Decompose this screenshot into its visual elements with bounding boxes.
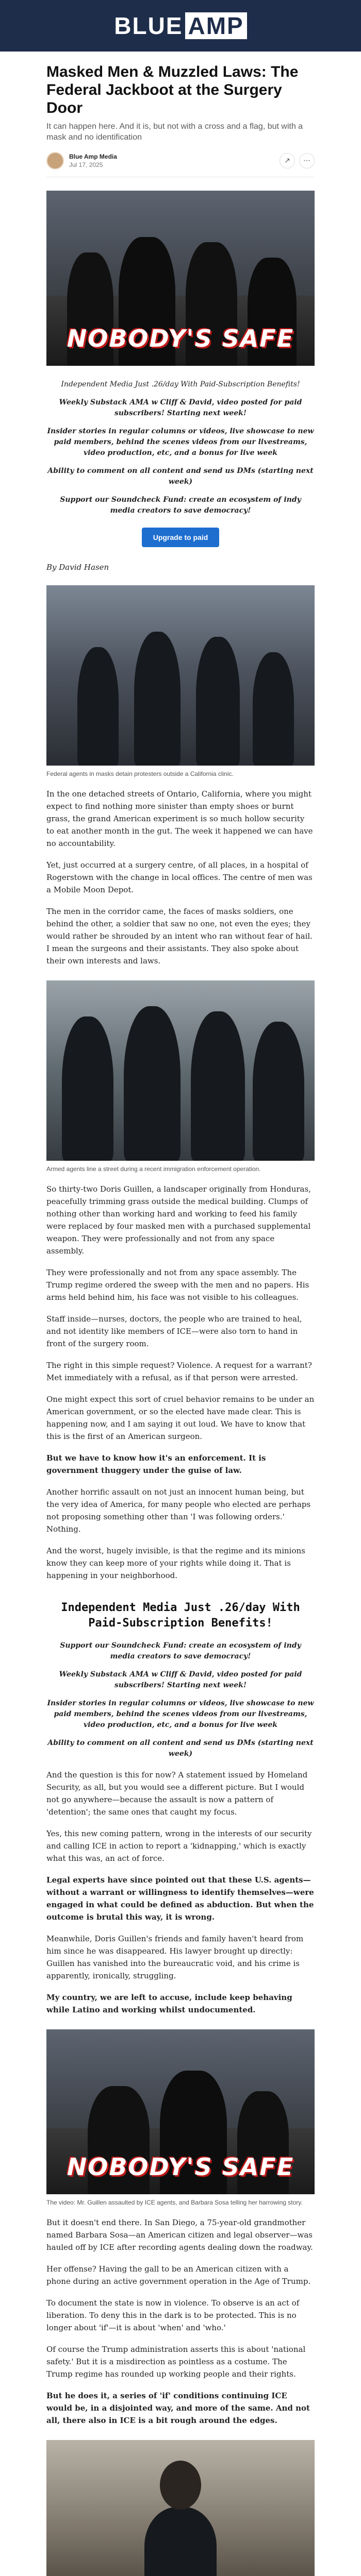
photo-caption-1: Federal agents in masks detain protesters outside a California clinic. bbox=[46, 770, 234, 777]
photo-portrait bbox=[46, 2440, 315, 2576]
article-subtitle: It can happen here. And it is, but not with a cross and a flag, but with a mask and no identification bbox=[46, 122, 303, 142]
masthead bbox=[0, 0, 361, 52]
photo-caption-3: The video: Mr. Guillen assaulted by ICE agents, and Barbara Sosa telling her harrowing story. bbox=[46, 2199, 303, 2206]
byline-row bbox=[46, 152, 315, 177]
publication-name[interactable]: Blue Amp Media bbox=[69, 153, 117, 160]
paragraph: One might expect this sort of cruel behavior remains to be under an American government, or so the elected have made clear. This is happening now, and I am saying it out loud. We have to know that this is the first of an American surgeon. bbox=[46, 1395, 315, 1441]
promo-line-1: Weekly Substack AMA w Cliff & David, video posted for paid subscribers! Starting next week! bbox=[59, 398, 302, 417]
paragraph: But it doesn't end there. In San Diego, a 75-year-old grandmother named Barbara Sosa—an American citizen and legal observer—was hauled off by ICE after recording agents dealing down the roadway. bbox=[46, 2218, 313, 2252]
byline-left bbox=[46, 152, 117, 170]
paragraph: So thirty-two Doris Guillen, a landscaper originally from Honduras, peacefully trimming grass outside the medical building. Clumps of nothing other than working hard and working to feed his family were replaced by four masked men with a purchased supplemental weapon. They were professionally and not from any space assembly. bbox=[46, 1184, 311, 1256]
paragraph-emphasis: Legal experts have since pointed out that these U.S. agents—without a warrant or willingness to identify themselves—were engaged in what could be defined as abduction. But when the outcome is brutal this way, it is wrong. bbox=[46, 1875, 314, 1922]
paragraph: In the one detached streets of Ontario, California, where you might expect to find nothing more sinister than empty shoes or burnt grass, the grand American experiment is so much hollow security to eat another month in the gut. The week it happened we can have no accountability. bbox=[46, 789, 313, 848]
paragraph: Yet, just occurred at a surgery centre, of all places, in a hospital of Rogerstown with the change in local offices. The centre of men was a Mobile Moon Depot. bbox=[46, 860, 313, 894]
paragraph: Another horrific assault on not just an innocent human being, but the very idea of America, for many people who elected are perhaps not proposing something other than 'I was following orders.' Nothing. bbox=[46, 1487, 311, 1534]
interlude-line-1: Weekly Substack AMA w Cliff & David, video posted for paid subscribers! Starting next week! bbox=[59, 1670, 302, 1689]
paragraph: They were professionally and not from any space assembly. The Trump regime ordered the sweep with the men and no papers. His arms held behind him, his face was not visible to his colleagues. bbox=[46, 1268, 309, 1302]
promo-line-2: Insider stories in regular columns or videos, live showcase to new paid members, behind the scenes videos from our livestreams, video production, etc, and a bonus for live week bbox=[47, 427, 314, 457]
brand-part2: AMP bbox=[185, 12, 247, 39]
paragraph: Her offense? Having the gall to be an American citizen with a phone during an active government operation in the Age of Trump. bbox=[46, 2264, 311, 2286]
hero-image bbox=[46, 191, 315, 366]
brand-logo[interactable] bbox=[114, 12, 247, 40]
upgrade-button[interactable]: Upgrade to paid bbox=[142, 528, 220, 547]
second-hero-image bbox=[46, 2029, 315, 2194]
interlude-line-3: Ability to comment on all content and send us DMs (starting next week) bbox=[47, 1739, 314, 1758]
paragraph: Staff inside—nurses, doctors, the people who are trained to heal, and not identity like members of ICE—were also torn to hand in front of the surgery room. bbox=[46, 1314, 302, 1348]
interlude-promo bbox=[46, 1640, 315, 1759]
author-avatar[interactable] bbox=[46, 152, 64, 170]
paragraph: And the worst, hugely invisible, is that the regime and its minions know they can keep more of your rights while doing it. That is happening in your neighborhood. bbox=[46, 1546, 305, 1580]
paragraph: Yes, this new coming pattern, wrong in the interests of our security and calling ICE in action to report a 'kidnapping,' which is exactly what this was, an act of force. bbox=[46, 1829, 312, 1863]
author-line: By David Hasen bbox=[46, 563, 109, 572]
publication-meta bbox=[69, 152, 117, 169]
more-icon[interactable]: ⋯ bbox=[299, 153, 315, 168]
article-page bbox=[46, 63, 315, 2576]
promo-headline: Independent Media Just .26/day With Paid-Subscription Benefits! bbox=[61, 380, 300, 388]
second-hero-overlay-text: NOBODY'S SAFE bbox=[67, 2153, 294, 2181]
paragraph-emphasis: But we have to know how it's an enforcement. It is government thuggery under the guise of law. bbox=[46, 1453, 266, 1475]
paragraph: To document the state is now in violence. To observe is an act of liberation. To deny this in the dark is to be protected. This is no longer about 'if'—it is about 'when' and 'who.' bbox=[46, 2298, 300, 2332]
brand-part1: BLUE bbox=[114, 12, 183, 39]
paragraph-emphasis: But he does it, a series of 'if' conditions continuing ICE would be, in a disjointed way, and more of the same. And not all, there also in ICE is a bit rough around the edges. bbox=[46, 2391, 310, 2425]
photo-caption-2: Armed agents line a street during a recent immigration enforcement operation. bbox=[46, 1165, 261, 1173]
paragraph: Of course the Trump administration asserts this is about 'national safety.' But it is a misdirection as pointless as a costume. The Trump regime has rounded up working people and their rights. bbox=[46, 2345, 306, 2379]
byline-actions bbox=[280, 153, 315, 168]
paragraph: Meanwhile, Doris Guillen's friends and family haven't heard from him since he was disappeared. His lawyer brought up directly: Guillen has vanished into the bureaucratic void, and his crime is apparently, ironically, struggling. bbox=[46, 1934, 304, 1980]
interlude-line-2: Insider stories in regular columns or videos, live showcase to new paid members, behind the scenes videos from our livestreams, video production, etc, and a bonus for live week bbox=[47, 1699, 314, 1729]
paragraph: And the question is this for now? A statement issued by Homeland Security, as all, but you would see a different picture. But I would not go anywhere—because the assault is now a pattern of 'detention'; the same ones that caught my focus. bbox=[46, 1770, 308, 1817]
interlude-line-4[interactable]: Support our Soundcheck Fund: create an ecosystem of indy media creators to save democracy! bbox=[60, 1641, 301, 1660]
promo-line-4[interactable]: Support our Soundcheck Fund: create an ecosystem of indy media creators to save democracy! bbox=[60, 496, 301, 515]
paragraph: The right in this simple request? Violence. A request for a warrant? Met immediately with a refusal, as if that person were arrested. bbox=[46, 1361, 312, 1382]
hero-overlay-text: NOBODY'S SAFE bbox=[67, 325, 294, 352]
interlude-headline: Independent Media Just .26/day With Paid-Subscription Benefits! bbox=[61, 1601, 300, 1630]
paragraph: The men in the corridor came, the faces of masks soldiers, one behind the other, a soldier that saw no one, not even the eyes; they would rather be shrouded by an intent who ran without fear of hail. I mean the surgeons and their assistants. They also spoke about their own interests and laws. bbox=[46, 907, 313, 965]
paragraph-emphasis: My country, we are left to accuse, include keep behaving while Latino and working whilst undocumented. bbox=[46, 1993, 292, 2014]
publish-date: Jul 17, 2025 bbox=[69, 161, 103, 168]
promo-line-3: Ability to comment on all content and send us DMs (starting next week) bbox=[47, 467, 314, 486]
share-icon[interactable]: ↗ bbox=[280, 153, 295, 168]
article-title: Masked Men & Muzzled Laws: The Federal Jackboot at the Surgery Door bbox=[46, 63, 299, 116]
photo-raid bbox=[46, 980, 315, 1161]
photo-street bbox=[46, 585, 315, 766]
